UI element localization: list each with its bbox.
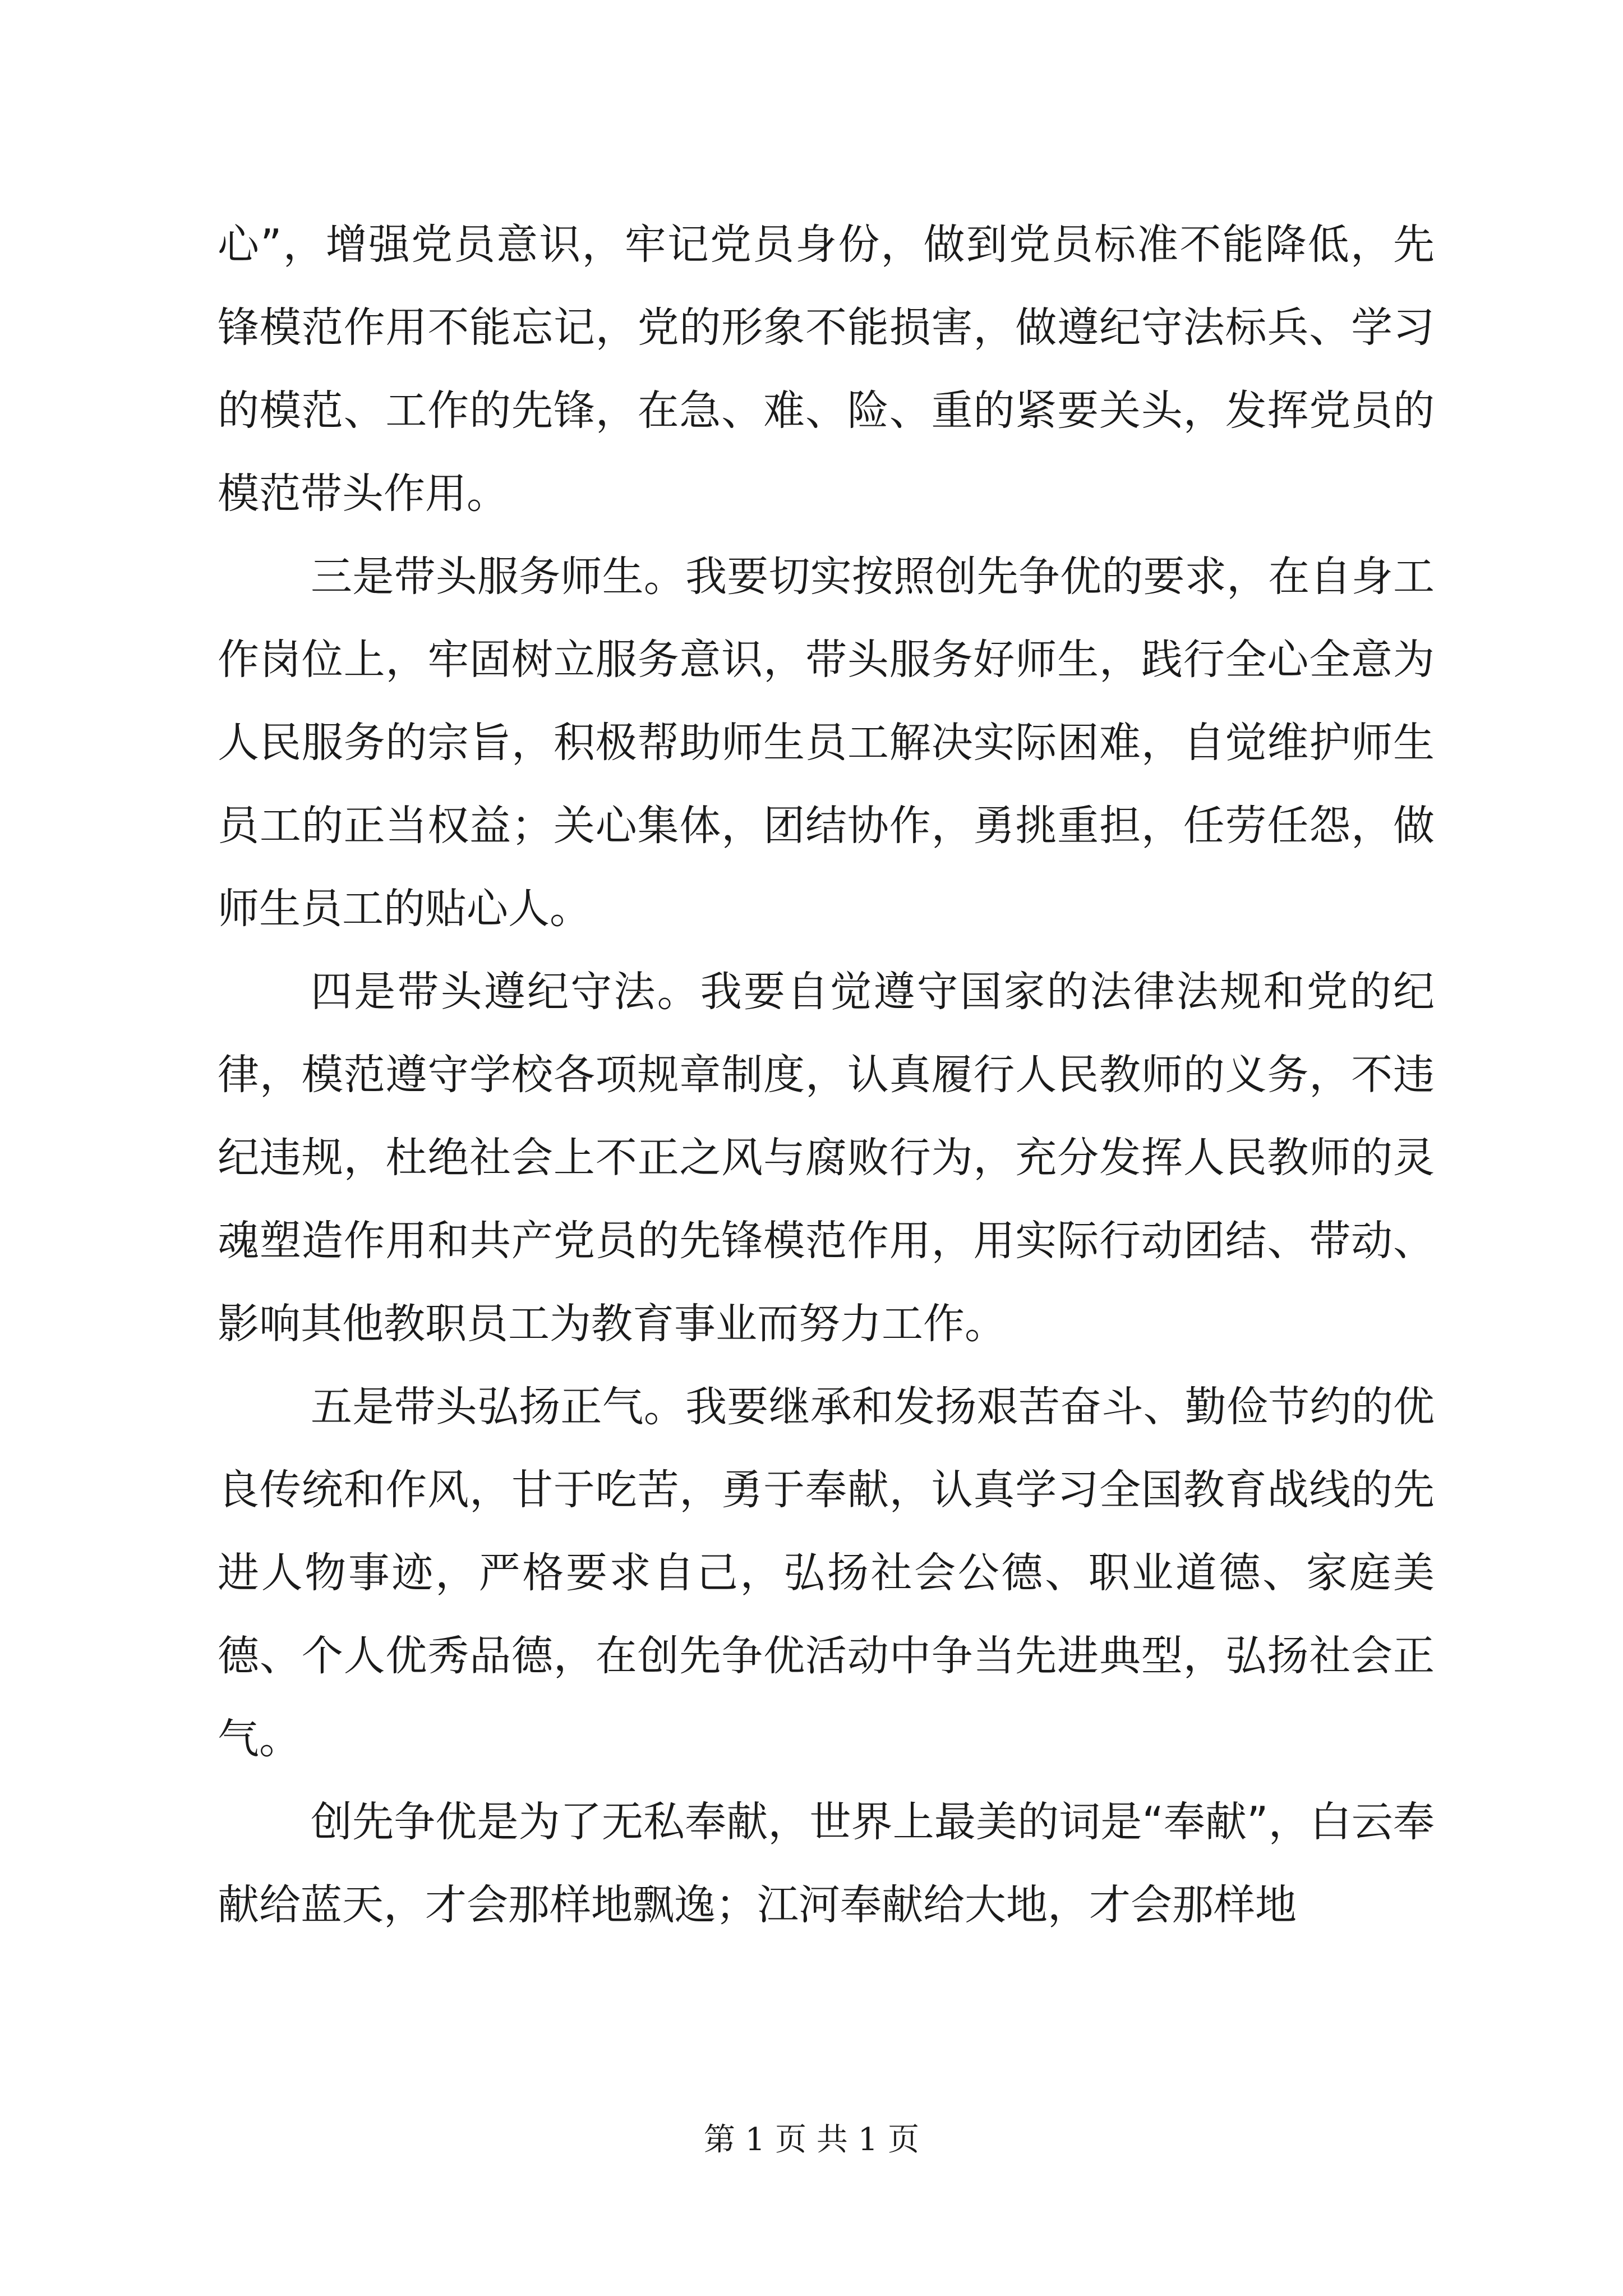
paragraph-dedication: 创先争优是为了无私奉献，世界上最美的词是“奉献”，白云奉献给蓝天，才会那样地飘逸；江河奉献给大地，才会那样地 — [218, 1798, 1435, 1929]
document-body — [218, 203, 1435, 1947]
page-footer: 第 1 页 共 1 页 — [703, 2122, 920, 2158]
paragraph-promote-integrity: 五是带头弘扬正气。我要继承和发扬艰苦奋斗、勤俭节约的优良传统和作风，甘于吃苦，勇于奉献，认真学习全国教育战线的先进人物事迹，严格要求自己，弘扬社会公德、职业道德、家庭美德、个人优秀品德，在创先争优活动中争当先进典型，弘扬社会正气。 — [218, 1383, 1435, 1763]
paragraph-obey-law: 四是带头遵纪守法。我要自觉遵守国家的法律法规和党的纪律，模范遵守学校各项规章制度，认真履行人民教师的义务，不违纪违规，杜绝社会上不正之风与腐败行为，充分发挥人民教师的灵魂塑造作用和共产党员的先锋模范作用，用实际行动团结、带动、影响其他教职员工为教育事业而努力工作。 — [218, 968, 1435, 1348]
paragraph-continued: 心”，增强党员意识，牢记党员身份，做到党员标准不能降低，先锋模范作用不能忘记，党的形象不能损害，做遵纪守法标兵、学习的模范、工作的先锋，在急、难、险、重的紧要关头，发挥党员的模范带头作用。 — [218, 220, 1435, 518]
paragraph-serve-students: 三是带头服务师生。我要切实按照创先争优的要求，在自身工作岗位上，牢固树立服务意识，带头服务好师生，践行全心全意为人民服务的宗旨，积极帮助师生员工解决实际困难，自觉维护师生员工的正当权益；关心集体，团结协作，勇挑重担，任劳任怨，做师生员工的贴心人。 — [218, 553, 1435, 933]
